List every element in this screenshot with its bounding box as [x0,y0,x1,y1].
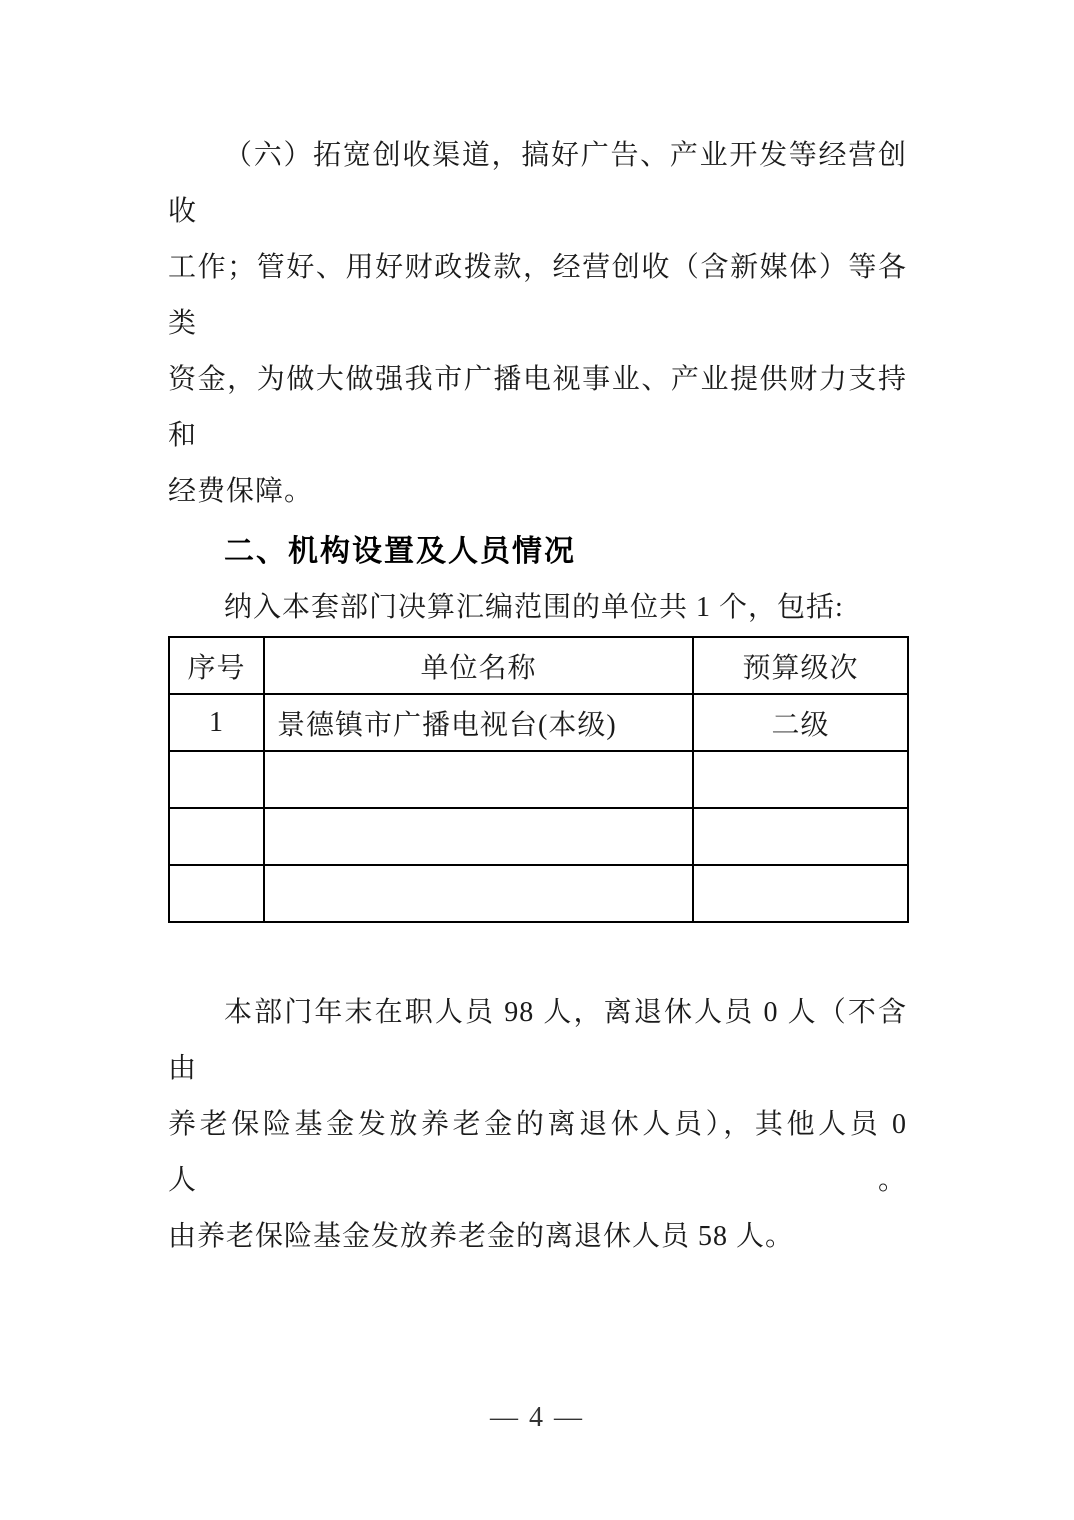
section-heading: 二、机构设置及人员情况 [224,535,576,568]
paragraph-line: 本部门年末在职人员 98 人，离退休人员 0 人（不含由 [168,997,907,1084]
paragraph-line: 工作；管好、用好财政拨款，经营创收（含新媒体）等各类 [168,252,907,339]
cell-budget-level [693,865,908,922]
cell-serial-no [169,751,264,808]
cell-budget-level [693,751,908,808]
header-cell-serial-no: 序号 [169,637,264,694]
table-row [169,694,908,751]
cell-unit-name [264,808,693,865]
cell-unit-name [264,751,693,808]
unit-list-table [168,636,909,923]
table-header-row [169,637,908,694]
paragraph-personnel [168,985,907,1265]
header-cell-budget-level: 预算级次 [693,637,908,694]
cell-unit-name [264,865,693,922]
cell-budget-level: 二级 [693,694,908,751]
paragraph-line: 资金，为做大做强我市广播电视事业、产业提供财力支持和 [168,364,907,451]
table-row [169,751,908,808]
cell-serial-no: 1 [169,694,264,751]
table-row [169,865,908,922]
page-content [168,128,907,1265]
table-row [169,808,908,865]
paragraph-line: 由养老保险基金发放养老金的离退休人员 58 人。 [168,1221,795,1252]
header-cell-unit-name: 单位名称 [264,637,693,694]
cell-serial-no [169,865,264,922]
cell-budget-level [693,808,908,865]
paragraph-line: （六）拓宽创收渠道，搞好广告、产业开发等经营创收 [168,140,907,227]
table-intro-line: 纳入本套部门决算汇编范围的单位共 1 个，包括: [224,592,844,623]
page-footer: — 4 — [490,1402,584,1433]
paragraph-line: 经费保障。 [168,476,314,507]
cell-serial-no [169,808,264,865]
cell-unit-name: 景德镇市广播电视台(本级) [264,694,693,751]
paragraph-line: 养老保险基金发放养老金的离退休人员），其他人员 0 人。 [168,1109,907,1196]
paragraph-operating-revenue [168,128,907,520]
